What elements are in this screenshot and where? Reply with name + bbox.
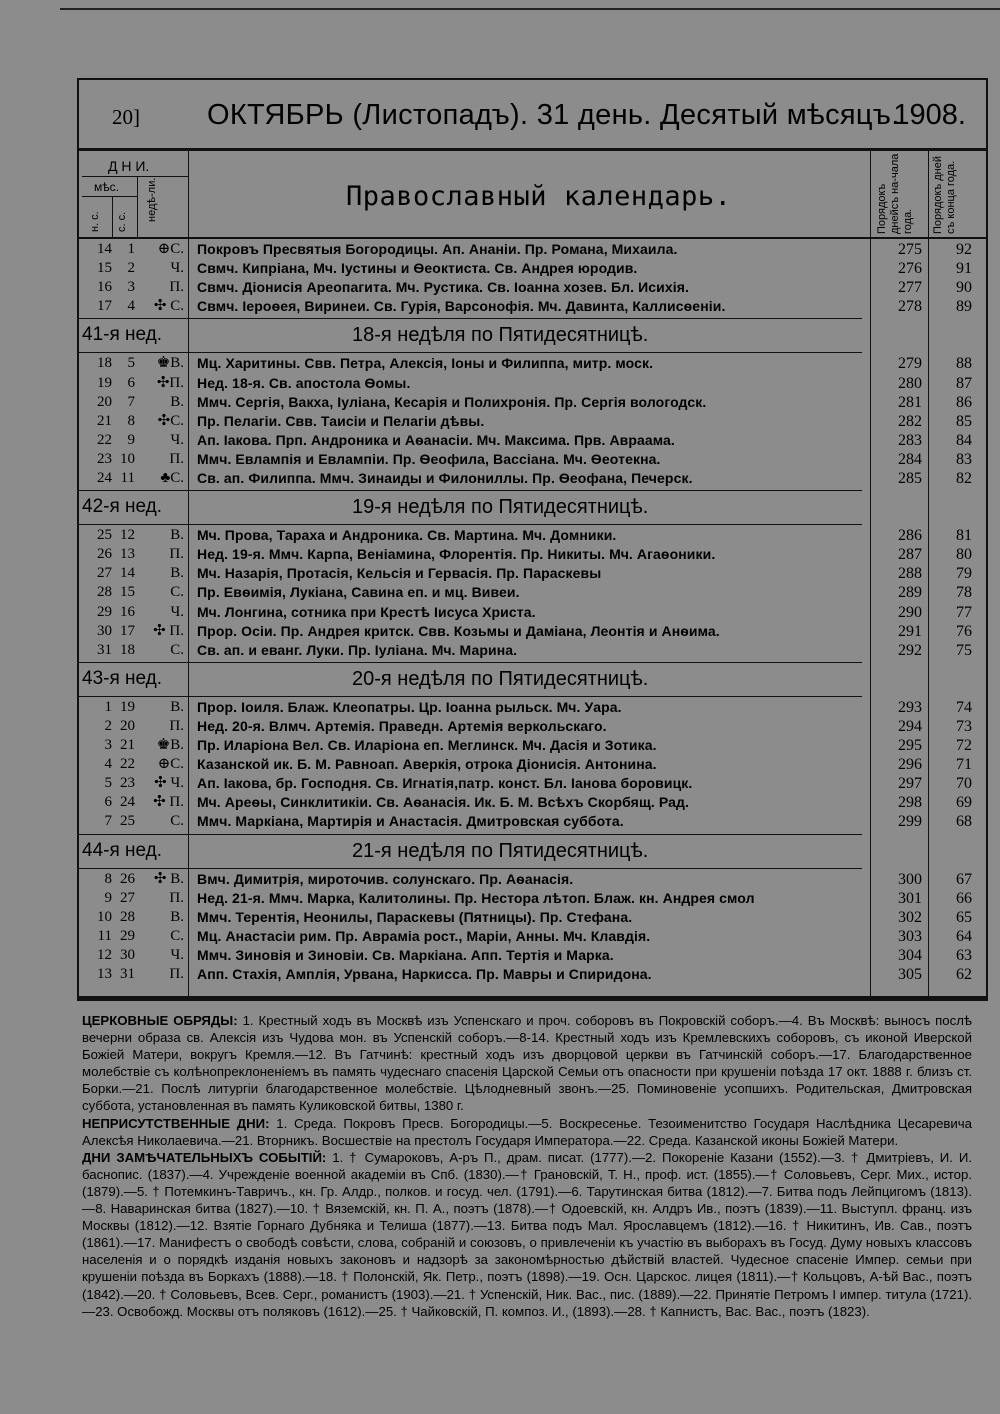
table-row [82,641,972,660]
day-to-end: 65 [956,908,972,926]
day-old-style: 2 [127,260,135,277]
week-rule-top [77,662,862,663]
day-new-style: 7 [104,813,112,830]
day-to-end: 73 [956,717,972,735]
saints-text: Св. ап. Филиппа. Ммч. Зинаиды и Филониллы. Пр. Ѳеофана, Печерск. [197,470,693,486]
day-from-start: 281 [898,393,922,411]
saints-text: Казанской ик. Б. М. Равноап. Аверкія, отрока Діонисія. Антонина. [197,756,657,773]
saints-text: Ммч. Зиновія и Зиновіи. Св. Маркіана. Апп. Тертія и Марка. [197,946,614,963]
table-row [82,412,972,431]
day-new-style: 9 [104,889,112,906]
saints-text: Ммч. Терентія, Неонилы, Параскевы (Пятницы). Пр. Стефана. [197,908,633,925]
day-from-start: 293 [898,698,922,716]
day-from-start: 287 [898,546,922,564]
weekday: ✣ В. [153,870,184,887]
day-from-start: 275 [898,241,922,258]
day-new-style: 16 [97,279,112,296]
weekday: Ч. [170,946,184,963]
ss-header: с. с. [116,211,128,232]
weekday: ♚В. [156,737,184,753]
table-row [82,259,972,278]
weekday: С. [170,927,184,944]
table-row [82,946,972,965]
table-row [82,927,972,946]
week-title: 19-я недѣля по Пятидесятницѣ. [352,496,649,519]
day-from-start: 288 [898,565,922,583]
saints-text: Ммч. Евлампія и Евлампіи. Пр. Ѳеофила, Вассіана. Мч. Ѳеотекна. [197,450,661,467]
day-from-start: 295 [898,737,922,754]
top-rule [60,8,1000,10]
table-row [82,774,972,793]
table-row [82,297,972,316]
day-new-style: 1 [104,698,112,715]
table-row [82,278,972,297]
day-old-style: 17 [120,622,135,639]
week-rule-bottom [77,868,862,869]
day-from-start: 294 [898,717,922,735]
day-old-style: 15 [120,584,135,601]
week-number: 44-я нед. [82,839,163,861]
day-from-start: 304 [898,946,922,964]
day-to-end: 71 [956,756,972,774]
day-from-start: 305 [898,966,922,983]
header-rule [77,148,988,151]
day-from-start: 291 [898,622,922,640]
day-new-style: 28 [97,584,112,601]
day-from-start: 301 [898,889,922,907]
weekday: П. [169,546,184,563]
day-new-style: 5 [104,775,112,792]
weekday: П. [169,279,184,296]
day-old-style: 10 [120,450,135,467]
week-rule-top [77,318,862,319]
col-to-end-header: Порядокъ дней съ конца года. [932,155,957,234]
day-old-style: 27 [120,889,135,906]
day-from-start: 298 [898,794,922,812]
day-from-start: 278 [898,298,922,316]
table-row [82,583,972,602]
day-from-start: 276 [898,260,922,278]
days-rule [82,176,188,177]
day-to-end: 91 [956,260,972,278]
saints-text: Вмч. Димитрія, мироточив. солунскаго. Пр. Аѳанасія. [197,870,574,887]
day-from-start: 282 [898,412,922,430]
day-new-style: 8 [104,870,112,887]
weekday: Ч. [170,260,184,277]
day-from-start: 283 [898,431,922,449]
week-number: 43-я нед. [82,667,163,689]
day-from-start: 285 [898,470,922,487]
day-to-end: 92 [956,241,972,258]
day-old-style: 22 [120,756,135,773]
events-text: 1. † Сумароковъ, А-ръ П., драм. писат. (1777).—2. Покореніе Казани (1552).—3. † Дмитріевъ, И. И. баснопис. (1837).—4. Учрежденіе военной академіи въ Спб. (1830).—† Грановскій, Т. Н., проф. ист. (1855).—† Соловьевъ, Серг. Мих., истор. (1879).—5. † Потемкинъ-Тавричъ., кн. Гр. Алдр., полков. и госуд. чел. (1791).—6. Тарутинская битва (1812).—7. Битва подъ Лейпцигомъ (1813).—8. Наваринская битва (1827).—10. † Вяземскій, кн. П. А., поэтъ (1878).—† Одоевскій, кн. Алдръ Ив., поэтъ (1839).—11. Выступл. франц. изъ Москвы (1812).—12. Взятіе Горнаго Дубняка и Телиша (1877).—13. Битва подъ Мал. Ярославцемъ (1812).—16. † Никитинъ, Ив. Сав., поэтъ (1861).—17. Манифестъ о свободѣ совѣсти, слова, собраній и союзовъ, о привлеченіи къ участію въ выборахъ въ Госуд. Думу новыхъ классовъ населенія и о порядкѣ изданія новыхъ законовъ и надзорѣ за закономѣрностью дѣйствій властей. Чудесное спасеніе Импер. семьи при крушеніи поѣзда въ Боркахъ (1888).—18. † Полонскій, Як. Петр., поэтъ (1898).—19. Осн. Царскос. лицея (1811).—† Кольцовъ, А-ѣй Вас., поэтъ (1842).—20. † Соловьевъ, Всев. Серг., романистъ (1903).—21. † Успенскій, Ник. Вас., пис. (1889).—22. Принятіе Петромъ I импер. титула (1721).—23. Освобожд. Москвы отъ поляковъ (1612).—25. † Чайковскій, П. композ. И., (1893).—28. † Капнистъ, Вас. Вас., поэтъ (1823). [82,1149,972,1319]
week-rule-top [77,490,862,491]
week-header [82,318,972,352]
week-rule-bottom [77,352,862,353]
weekday: В. [170,393,184,410]
page-title: ОКТЯБРЬ (Листопадъ). 31 день. Десятый мѣсяцъ. [207,99,900,131]
saints-text: Св. ап. и еванг. Луки. Пр. Іуліана. Мч. Марина. [197,641,518,658]
week-header [82,662,972,696]
weekday: Ч. [170,431,184,448]
week-title: 21-я недѣля по Пятидесятницѣ. [352,839,649,862]
day-to-end: 77 [956,603,972,621]
day-new-style: 21 [97,412,112,429]
rites-label: ЦЕРКОВНЫЕ ОБРЯДЫ: [82,1013,238,1028]
day-old-style: 25 [120,813,135,830]
day-to-end: 70 [956,775,972,793]
week-title: 18-я недѣля по Пятидесятницѣ. [352,324,649,347]
saints-text: Нед. 20-я. Влмч. Артемія. Праведн. Артемія веркольскаго. [197,717,607,734]
weekday: ✣С. [157,412,184,429]
table-row [82,812,972,831]
day-new-style: 20 [97,393,112,410]
holidays-label: НЕПРИСУТСТВЕННЫЕ ДНИ: [82,1115,270,1131]
day-to-end: 69 [956,794,972,812]
saints-text: Пр. Пелагіи. Свв. Таисіи и Пелагіи дѣвы. [197,412,485,429]
day-to-end: 78 [956,584,972,602]
saints-text: Апп. Стахія, Амплія, Урвана, Наркисса. Пр. Мавры и Спиридона. [197,966,652,982]
table-row [82,603,972,622]
weekday: ♣С. [160,470,184,486]
day-from-start: 290 [898,603,922,621]
day-new-style: 10 [97,908,112,925]
day-to-end: 88 [956,355,972,373]
day-old-style: 30 [120,946,135,963]
day-old-style: 1 [127,241,135,257]
day-to-end: 89 [956,298,972,316]
church-rites-note [82,1012,972,1115]
events-note [82,1149,972,1320]
day-to-end: 62 [956,966,972,983]
days-header: Д Н И. [108,158,150,174]
month-rule [82,196,137,197]
day-old-style: 23 [120,775,135,792]
day-from-start: 277 [898,279,922,297]
day-old-style: 18 [120,641,135,658]
day-new-style: 30 [97,622,112,639]
saints-text: Нед. 18-я. Св. апостола Ѳомы. [197,374,411,391]
saints-text: Прор. Осіи. Пр. Андрея критск. Свв. Козьмы и Даміана, Леонтія и Анѳима. [197,622,720,639]
day-new-style: 17 [97,298,112,315]
weekday: ✣ П. [153,622,184,639]
weekday: П. [169,889,184,906]
week-number: 42-я нед. [82,496,163,518]
table-row [82,374,972,393]
day-old-style: 16 [120,603,135,620]
saints-text: Нед. 21-я. Ммч. Марка, Калитолины. Пр. Нестора лѣтоп. Блаж. кн. Андрея смол [197,889,755,906]
table-row [82,240,972,259]
day-to-end: 81 [956,527,972,545]
table-row [82,545,972,564]
weekday: В. [170,527,184,544]
table-row [82,450,972,469]
day-to-end: 82 [956,470,972,487]
day-new-style: 3 [104,737,112,753]
calendar-title: Православный календарь. [346,181,732,212]
day-to-end: 90 [956,279,972,297]
week-rule-bottom [77,524,862,525]
page-header [77,95,988,145]
saints-text: Ммч. Сергія, Вакха, Іуліана, Кесарія и Полихронія. Пр. Сергія вологодск. [197,393,707,410]
weekday: С. [170,813,184,830]
day-old-style: 26 [120,870,135,887]
day-old-style: 28 [120,908,135,925]
holidays-note [82,1115,972,1149]
saints-text: Мч. Ареѳы, Синклитикіи. Св. Аѳанасія. Ик. Б. М. Всѣхъ Скорбящ. Рад. [197,794,689,811]
weekday: ✣ Ч. [154,775,184,792]
table-row [82,717,972,736]
weekday: П. [169,966,184,982]
saints-text: Покровъ Пресвятыя Богородицы. Ап. Ананіи. Пр. Романа, Михаила. [197,241,678,257]
day-new-style: 6 [104,794,112,811]
day-to-end: 72 [956,737,972,754]
day-new-style: 26 [97,546,112,563]
saints-text: Мц. Анастасіи рим. Пр. Авраміа рост., Маріи, Анны. Мч. Клавдія. [197,927,651,944]
weekday: ♚В. [156,355,184,372]
day-new-style: 18 [97,355,112,372]
day-to-end: 80 [956,546,972,564]
rites-text: 1. Крестный ходъ въ Москвѣ изъ Успенскаго и проч. соборовъ въ Покровскій соборъ.—4. Въ Москвѣ: выносъ послѣ вечерни образа св. Алексія изъ Чудова мон. въ Успенскій соборъ.—8-14. Крестный ходъ изъ Кремлевскихъ соборовъ, съ иконой Иверской Божіей Матери, вокругъ Кремля.—12. Въ Гатчинѣ: крестный ходъ изъ дворцовой церкви въ Гатчинскій соборъ.—17. Благодарственное молебствіе съ колѣнопреклоненіемъ въ память чудеснаго спасенія Царской Семьи отъ опасности при крушеніи поѣзда 17 окт. 1888 г. близъ ст. Борки.—21. Послѣ литургіи благодарственное молебствіе. Цѣлодневный звонъ.—25. Поминовеніе усопшихъ. Родительская, Дмитровская суббота, установленная въ память Куликовской битвы, 1380 г. [82,1013,972,1114]
day-to-end: 63 [956,946,972,964]
table-row [82,755,972,774]
saints-text: Ап. Іакова. Прп. Андроника и Аѳанасіи. Мч. Максима. Прв. Авраама. [197,431,675,448]
day-old-style: 9 [127,431,135,448]
day-new-style: 22 [97,431,112,448]
saints-text: Мц. Харитины. Свв. Петра, Алексія, Іоны и Филиппа, митр. моск. [197,355,654,372]
weekday: В. [170,565,184,582]
day-old-style: 6 [127,374,135,391]
week-title: 20-я недѣля по Пятидесятницѣ. [352,667,649,690]
day-from-start: 300 [898,870,922,888]
weekday: ⊕С. [157,756,184,773]
col-from-start-header: Порядокъ днейсъ на-чала года. [876,153,914,234]
day-new-style: 19 [97,374,112,391]
day-new-style: 23 [97,450,112,467]
day-new-style: 2 [104,717,112,734]
events-label: ДНИ ЗАМѢЧАТЕЛЬНЫХЪ СОБЫТІЙ: [82,1149,327,1165]
day-to-end: 75 [956,641,972,659]
saints-text: Пр. Иларіона Вел. Св. Иларіона еп. Меглинск. Мч. Дасія и Зотика. [197,737,657,753]
table-row [82,526,972,545]
week-rule-top [77,834,862,835]
day-old-style: 8 [127,412,135,429]
day-to-end: 74 [956,698,972,716]
day-from-start: 279 [898,355,922,373]
table-row [82,354,972,373]
day-from-start: 280 [898,374,922,392]
day-new-style: 15 [97,260,112,277]
weekday: В. [170,908,184,925]
day-to-end: 66 [956,889,972,907]
table-row [82,870,972,889]
table-row [82,622,972,641]
day-new-style: 25 [97,527,112,544]
week-rule-bottom [77,696,862,697]
table-row [82,698,972,717]
month-header: мѣс. [94,180,119,194]
day-from-start: 289 [898,584,922,602]
table-row [82,431,972,450]
saints-text: Свмч. Іероѳея, Виринеи. Св. Гурія, Варсонофія. Мч. Давинта, Каллисѳеніи. [197,298,726,315]
weekday: Ч. [170,603,184,620]
day-to-end: 67 [956,870,972,888]
day-old-style: 31 [120,966,135,982]
day-to-end: 79 [956,565,972,583]
week-header [82,490,972,524]
table-row [82,965,972,984]
day-old-style: 4 [127,298,135,315]
day-old-style: 14 [120,565,135,582]
day-new-style: 14 [97,241,112,257]
saints-text: Прор. Іоиля. Блаж. Клеопатры. Цр. Іоанна рыльск. Мч. Уара. [197,698,622,715]
table-row [82,889,972,908]
day-new-style: 27 [97,565,112,582]
table-row [82,564,972,583]
saints-text: Нед. 19-я. Ммч. Карпа, Веніамина, Флорентія. Пр. Никиты. Мч. Агаѳоники. [197,546,716,563]
day-from-start: 292 [898,641,922,659]
saints-text: Мч. Лонгина, сотника при Крестѣ Іисуса Христа. [197,603,536,620]
saints-text: Мч. Назарія, Протасія, Кельсія и Гервасія. Пр. Параскевы [197,565,602,582]
year: 1908. [893,99,966,131]
day-old-style: 29 [120,927,135,944]
day-old-style: 11 [120,470,135,486]
day-from-start: 297 [898,775,922,793]
day-to-end: 87 [956,374,972,392]
day-new-style: 12 [97,946,112,963]
day-old-style: 19 [120,698,135,715]
weekday: С. [170,584,184,601]
saints-text: Ап. Іакова, бр. Господня. Св. Игнатія,патр. конст. Бл. Іанова боровицк. [197,775,693,792]
day-from-start: 299 [898,813,922,831]
holidays-text: 1. Среда. Покровъ Пресв. Богородицы.—5. Воскресенье. Тезоименитство Государя Наслѣдника Цесаревича Алексѣя Николаевича.—21. Вторникъ. Восшествіе на престолъ Государя Императора.—22. Среда. Казанской иконы Божіей Матери. [82,1115,972,1148]
weekday: ✣П. [156,374,184,391]
day-to-end: 76 [956,622,972,640]
day-new-style: 13 [97,966,112,982]
week-header [82,834,972,868]
col-line-ns [112,196,113,238]
ns-header: н. с. [89,211,101,232]
table-row [82,908,972,927]
week-number: 41-я нед. [82,324,163,346]
weekday: ⊕С. [157,241,184,257]
saints-text: Свмч. Діонисія Ареопагита. Мч. Рустика. Св. Іоанна хозев. Бл. Исихія. [197,279,689,296]
day-old-style: 20 [120,717,135,734]
day-old-style: 5 [127,355,135,372]
weekday: ✣ С. [153,298,184,315]
day-from-start: 286 [898,527,922,545]
day-old-style: 21 [120,737,135,753]
table-row [82,469,972,488]
weekday: П. [169,717,184,734]
weekday: ✣ П. [153,794,184,811]
saints-text: Свмч. Кипріана, Мч. Іустины и Ѳеоктиста. Св. Андрея юродив. [197,260,638,277]
day-old-style: 24 [120,794,135,811]
col-line-ss [137,176,138,238]
day-old-style: 12 [120,527,135,544]
table-row [82,393,972,412]
day-to-end: 83 [956,450,972,468]
day-from-start: 302 [898,908,922,926]
bottom-rule [77,998,988,1001]
day-old-style: 13 [120,546,135,563]
weekday: С. [170,641,184,658]
day-new-style: 11 [97,927,112,944]
day-to-end: 64 [956,927,972,945]
day-old-style: 7 [127,393,135,410]
day-to-end: 86 [956,393,972,411]
table-row [82,736,972,755]
weekday: П. [169,450,184,467]
day-old-style: 3 [127,279,135,296]
day-new-style: 29 [97,603,112,620]
saints-text: Ммч. Маркіана, Мартирія и Анастасія. Дмитровская суббота. [197,813,624,830]
day-to-end: 68 [956,813,972,831]
notes-section [82,1012,972,1320]
day-from-start: 296 [898,756,922,774]
table-row [82,793,972,812]
page-number: 20] [112,105,140,129]
weekday-header: недѣ-ли. [146,177,158,222]
table-head-rule [77,237,988,239]
day-from-start: 284 [898,450,922,468]
day-to-end: 85 [956,412,972,430]
day-to-end: 84 [956,431,972,449]
day-from-start: 303 [898,927,922,945]
weekday: В. [170,698,184,715]
day-new-style: 4 [104,756,112,773]
day-new-style: 31 [97,641,112,658]
saints-text: Пр. Евѳимія, Лукіана, Савина еп. и мц. Вивеи. [197,584,520,601]
day-new-style: 24 [97,470,112,486]
saints-text: Мч. Прова, Тараха и Андроника. Св. Мартина. Мч. Домники. [197,527,617,544]
